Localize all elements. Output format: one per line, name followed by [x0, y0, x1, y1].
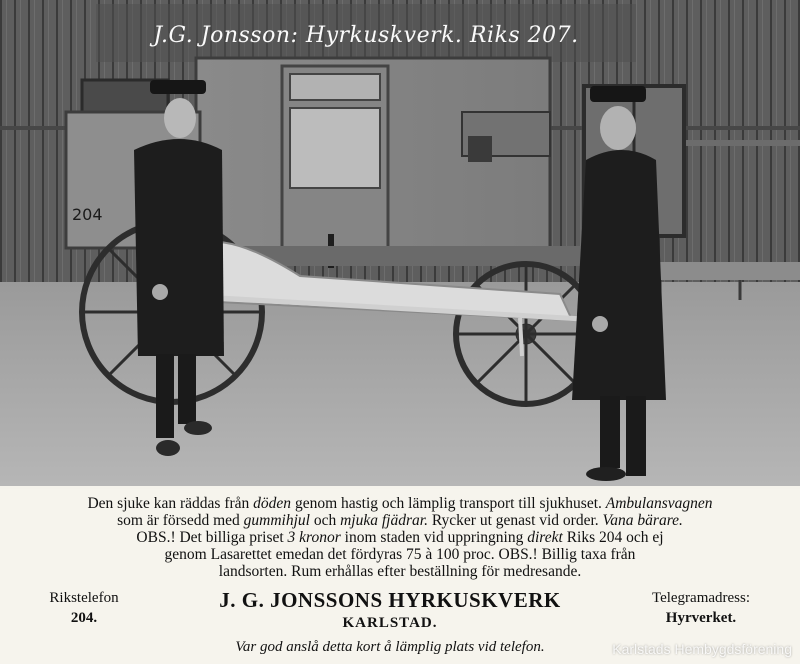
advert-line-4: genom Lasarettet emedan det fördyras 75 à 100 proc. OBS.! Billig taxa från: [164, 546, 636, 563]
wagon-number: 204: [72, 205, 103, 224]
telegram-label: Telegramadress:: [651, 590, 751, 606]
photo-caption: J.G. Jonsson: Hyrkuskverk. Riks 207.: [153, 23, 579, 48]
emphasis-soft-springs: mjuka fjädrar.: [340, 512, 428, 529]
text-fragment: Riks 204 och ej: [562, 529, 664, 546]
text-fragment: och: [309, 512, 341, 529]
telegram-info: [640, 588, 762, 628]
emphasis-rubber-wheels: gummihjul: [243, 512, 310, 529]
emphasis-price: 3 kronor: [287, 529, 341, 546]
cap-icon: [590, 86, 646, 102]
phone-label: Rikstelefon: [49, 590, 119, 606]
company-city: KARLSTAD.: [342, 615, 438, 631]
door-window: [290, 108, 380, 188]
footer-note: Var god anslå detta kort å lämplig plats vid telefon.: [235, 639, 545, 655]
advert-paragraph: [22, 495, 778, 580]
telegram-address: Hyrverket.: [665, 610, 737, 626]
text-fragment: Rycker ut genast vid order.: [427, 512, 603, 529]
emphasis-death: döden: [253, 495, 292, 512]
advert-line-1: [22, 495, 778, 512]
emphasis-direct: direkt: [527, 529, 563, 546]
text-fragment: som är försedd med: [117, 512, 244, 529]
emphasis-ambulance: Ambulansvagnen: [605, 495, 713, 512]
advert-text: [0, 489, 800, 664]
phone-number: 204.: [70, 610, 98, 626]
text-fragment: genom hastig och lämplig transport till sjukhuset.: [291, 495, 606, 512]
advert-line-2: [22, 512, 778, 529]
advert-line-3: [22, 529, 778, 546]
advert-line-5: landsorten. Rum erhållas efter beställning för medresande.: [218, 563, 582, 580]
emphasis-carriers: Vana bärare.: [602, 512, 683, 529]
watermark: Karlstads Hembygdsförening: [612, 641, 792, 657]
company-name: J. G. JONSSONS HYRKUSKVERK: [219, 588, 561, 612]
text-fragment: Den sjuke kan räddas från: [87, 495, 254, 512]
text-fragment: OBS.! Det billiga priset: [136, 529, 288, 546]
phone-info: [40, 588, 128, 628]
text-fragment: inom staden vid uppringning: [340, 529, 528, 546]
cap-icon: [150, 80, 206, 94]
